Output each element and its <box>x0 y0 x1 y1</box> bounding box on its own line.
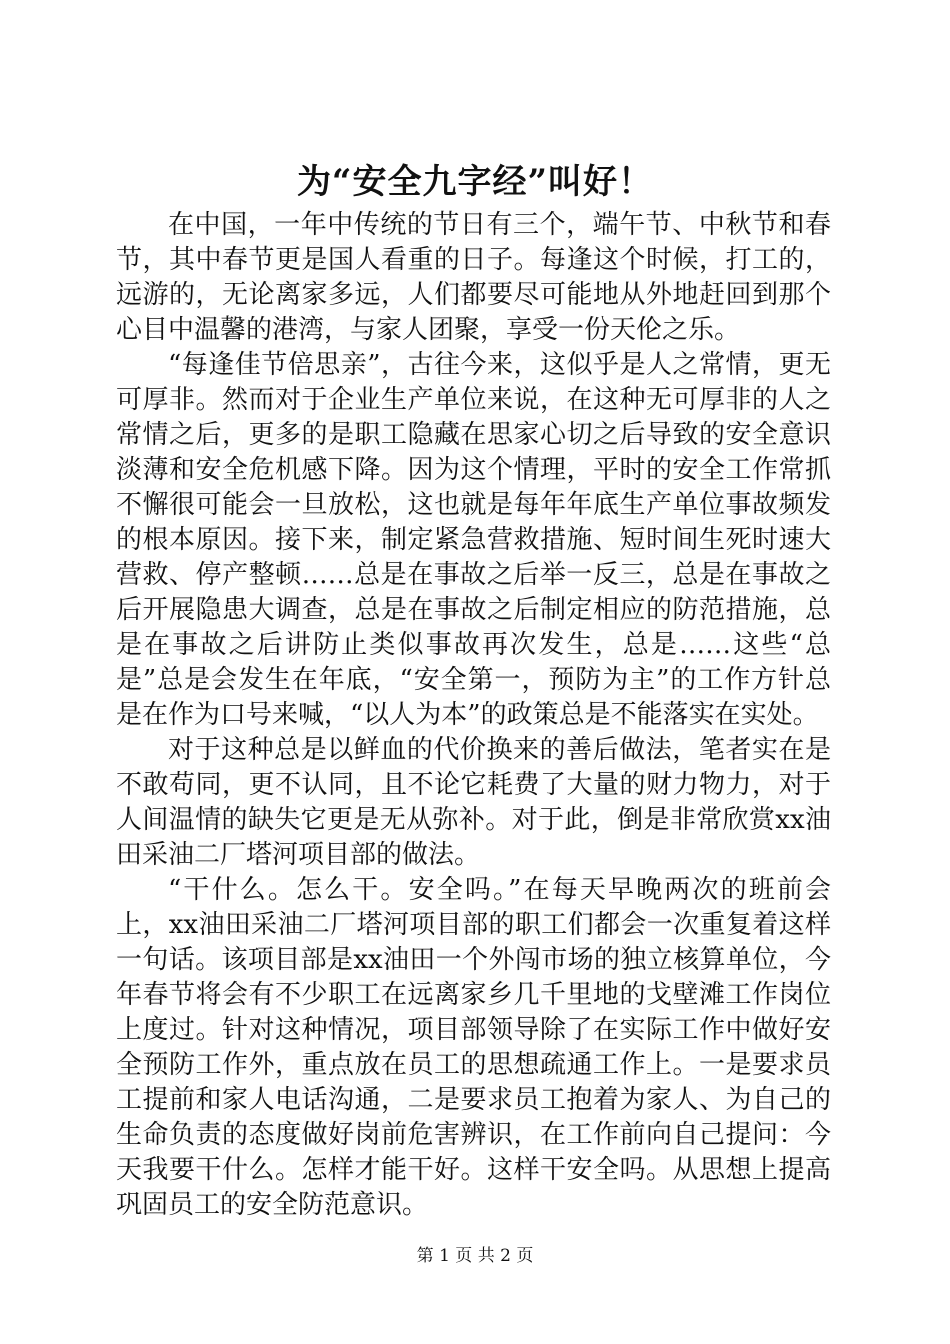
paragraph: 对于这种总是以鲜血的代价换来的善后做法，笔者实在是不敢苟同，更不认同，且不论它耗费了大量的财力物力，对于人间温情的缺失它更是无从弥补。对于此，倒是非常欣赏xx油田采油二厂塔河项目部的做法。 <box>116 735 831 870</box>
paragraph: “干什么。怎么干。安全吗。”在每天早晚两次的班前会上，xx油田采油二厂塔河项目部的职工们都会一次重复着这样一句话。该项目部是xx油田一个外闯市场的独立核算单位，今年春节将会有不少职工在远离家乡几千里地的戈壁滩工作岗位上度过。针对这种情况，项目部领导除了在实际工作中做好安全预防工作外，重点放在员工的思想疏通工作上。一是要求员工提前和家人电话沟通，二是要求员工抱着为家人、为自己的生命负责的态度做好岗前危害辨识，在工作前向自己提问：今天我要干什么。怎样才能干好。这样干安全吗。从思想上提高巩固员工的安全防范意识。 <box>116 875 831 1220</box>
paragraph: 在中国，一年中传统的节日有三个，端午节、中秋节和春节，其中春节更是国人看重的日子。每逢这个时候，打工的，远游的，无论离家多远，人们都要尽可能地从外地赶回到那个心目中温馨的港湾，与家人团聚，享受一份天伦之乐。 <box>116 210 831 345</box>
paragraph: “每逢佳节倍思亲”，古往今来，这似乎是人之常情，更无可厚非。然而对于企业生产单位来说，在这种无可厚非的人之常情之后，更多的是职工隐藏在思家心切之后导致的安全意识淡薄和安全危机感下降。因为这个情理，平时的安全工作常抓不懈很可能会一旦放松，这也就是每年年底生产单位事故频发的根本原因。接下来，制定紧急营救措施、短时间生死时速大营救、停产整顿……总是在事故之后举一反三，总是在事故之后开展隐患大调查，总是在事故之后制定相应的防范措施，总是在事故之后讲防止类似事故再次发生，总是……这些“总是”总是会发生在年底，“安全第一，预防为主”的工作方针总是在作为口号来喊，“以人为本”的政策总是不能落实在实处。 <box>116 350 831 730</box>
document-title: 为“安全九字经”叫好！ <box>296 162 654 202</box>
page-footer: 第 1 页 共 2 页 <box>416 1246 534 1266</box>
document-body <box>116 208 831 1223</box>
